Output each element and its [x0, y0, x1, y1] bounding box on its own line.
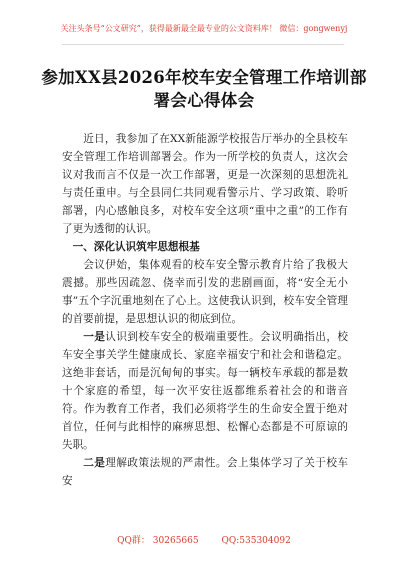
point-lead-2: 二是 [83, 457, 106, 469]
document-title: 参加XX县2026年校车安全管理工作培训部署会心得体会 [41, 68, 367, 110]
section1-paragraph-2 [62, 328, 348, 454]
intro-paragraph: 近日，我参加了在XX新能源学校报告厅举办的全县校车安全管理工作培训部署会。作为一所学校的负责人，这次会议对我而言不仅是一次工作部署，更是一次深刻的思想洗礼与责任重申。与全县同仁共同观看警示片、学习政策、聆听部署，内心感触良多，对校车安全这项“重中之重”的工作有了更为透彻的认识。 [62, 133, 348, 235]
section-heading-1: 一、深化认识筑牢思想根基 [72, 241, 200, 253]
point-text-2: 理解政策法规的严肃性。会上集体学习了关于校车安 [62, 457, 349, 487]
document-body [62, 130, 348, 490]
point-text-1: 认识到校车安全的极端重要性。会议明确指出，校车安全事关学生健康成长、家庭幸福安宁和社会和谐稳定。这绝非套话，而是沉甸甸的事实。每一辆校车承载的都是数十个家庭的希望，每一次平安往返都维系着社会的和谐音符。作为教育工作者，我们必须将学生的生命安全置于绝对首位，任何与此相悖的麻痹思想、松懈心态都是不可原谅的失职。 [62, 331, 349, 451]
point-lead-1: 一是 [83, 331, 106, 343]
section1-paragraph-3 [62, 454, 348, 490]
header-divider [62, 44, 344, 45]
header-note: 关注头条号“公文研究”，获得最新最全最专业的公文资料库！ 微信：gongwenyj [60, 24, 348, 33]
section1-paragraph-1: 会议伊始，集体观看的校车安全警示教育片给了我极大震撼。那些因疏忽、侥幸而引发的悲剧画面，将“安全无小事”五个字沉重地刻在了心上。这使我认识到，校车安全管理的首要前提，是思想认识的彻底到位。 [62, 259, 348, 325]
footer-contact: QQ群： 30265665 QQ:535304092 [117, 536, 291, 546]
